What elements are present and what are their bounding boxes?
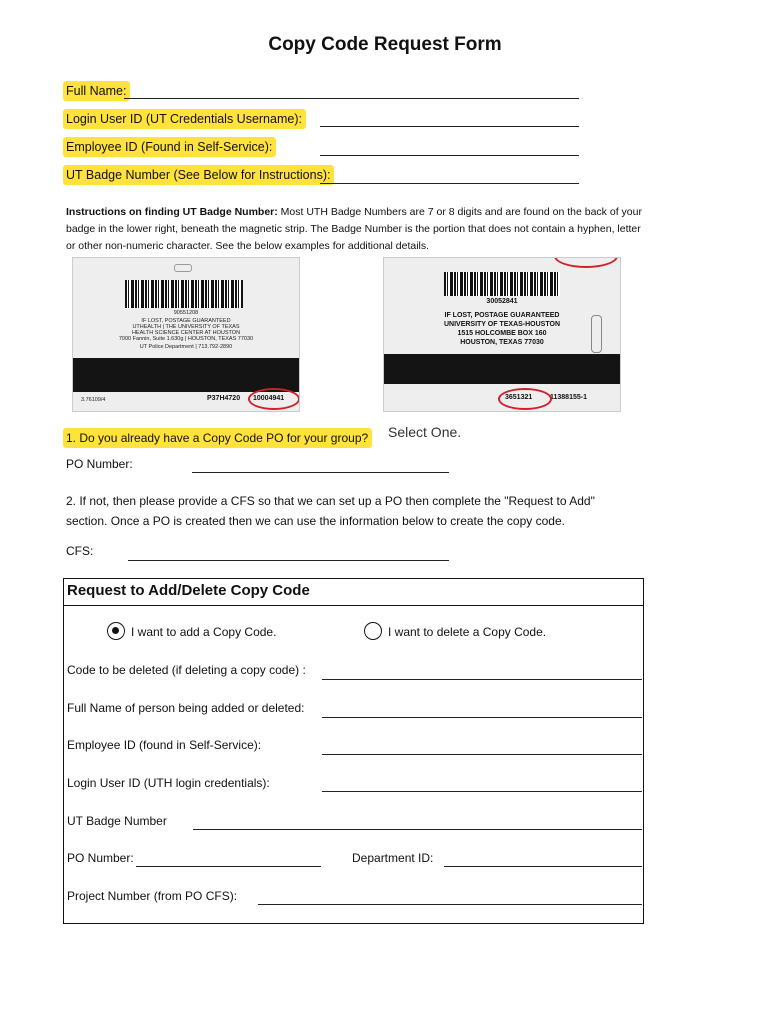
cfs-label: CFS: [66, 544, 94, 558]
badge-number-label: UT Badge Number (See Below for Instructions): [63, 165, 334, 185]
badge-slot [174, 264, 192, 272]
login-id-field-2[interactable] [322, 791, 642, 792]
page-title: Copy Code Request Form [268, 34, 502, 55]
barcode [444, 272, 560, 296]
project-number-label: Project Number (from PO CFS): [67, 889, 238, 903]
card-line: IF LOST, POSTAGE GUARANTEED [444, 312, 560, 319]
code-deleted-field[interactable] [322, 679, 642, 680]
code-deleted-label: Code to be deleted (if deleting a copy code) : [67, 663, 306, 677]
badge-number-field[interactable] [320, 183, 579, 184]
full-name-label: Full Name: [63, 81, 130, 101]
login-user-id-label: Login User ID (UT Credentials Username): [63, 109, 306, 129]
instructions [66, 204, 646, 255]
instructions-heading: Instructions on finding UT Badge Number: [66, 206, 278, 218]
badge-slot [591, 315, 602, 353]
full-name-field[interactable] [124, 98, 579, 99]
po-number-field-2[interactable] [136, 866, 321, 867]
question-1-label: 1. Do you already have a Copy Code PO for your group? [63, 428, 372, 448]
radio-selected-dot [112, 627, 119, 634]
delete-copy-code-label: I want to delete a Copy Code. [388, 625, 547, 639]
highlight-circle [248, 388, 300, 410]
barcode-number: 90551208 [173, 310, 199, 316]
badge-example-1 [72, 257, 300, 412]
badge-number-value: 10004941 [253, 395, 285, 402]
add-copy-code-label: I want to add a Copy Code. [131, 625, 277, 639]
badge-number-value: 3651321 [505, 394, 533, 401]
highlight-circle [498, 388, 552, 410]
po-number-label-2: PO Number: [67, 851, 134, 865]
badge-code-suffix: 11388155-1 [550, 394, 587, 401]
cfs-field[interactable] [128, 560, 449, 561]
po-number-field[interactable] [192, 472, 449, 473]
request-box-heading: Request to Add/Delete Copy Code [64, 579, 643, 606]
question-2-text: section. Once a PO is created then we can use the information below to create the copy code. [66, 514, 565, 528]
card-line: HOUSTON, TEXAS 77030 [460, 339, 544, 346]
login-id-label-2: Login User ID (UTH login credentials): [67, 776, 270, 790]
project-number-field[interactable] [258, 904, 642, 905]
magnetic-strip [73, 358, 299, 392]
card-line: UTHEALTH | THE UNIVERSITY OF TEXAS [132, 324, 240, 330]
question-2-text: 2. If not, then please provide a CFS so that we can set up a PO then complete the "Request to Add" [66, 494, 595, 508]
delete-copy-code-radio[interactable] [364, 622, 382, 640]
select-one-dropdown[interactable]: Select One. [388, 424, 462, 440]
department-id-label: Department ID: [352, 851, 434, 865]
card-line: HEALTH SCIENCE CENTER AT HOUSTON [131, 330, 241, 336]
full-name-person-field[interactable] [322, 717, 642, 718]
employee-id-label: Employee ID (Found in Self-Service): [63, 137, 276, 157]
card-line: 1515 HOLCOMBE BOX 160 [457, 330, 547, 337]
employee-id-field-2[interactable] [322, 754, 642, 755]
request-box [63, 578, 644, 924]
employee-id-field[interactable] [320, 155, 579, 156]
barcode-number: 30052841 [486, 298, 518, 305]
badge-example-2 [383, 257, 621, 412]
ut-badge-field-2[interactable] [193, 829, 642, 830]
card-line: 7000 Fannin, Suite 1.630g | HOUSTON, TEXAS 77030 [118, 336, 254, 342]
barcode [125, 280, 243, 308]
magnetic-strip [384, 354, 620, 384]
badge-code-prefix: P37H4720 [207, 395, 241, 402]
po-number-label: PO Number: [66, 457, 133, 471]
badge-left-code: 3.76109/4 [81, 397, 106, 403]
highlight-circle [554, 257, 618, 268]
ut-badge-label-2: UT Badge Number [67, 814, 167, 828]
instructions-body: Most UTH Badge Numbers are 7 or 8 digits and are found on the back of your badge in the lower right, beneath the magnetic strip. The Badge Number is the portion that does not contain a hyphen, letter or other non-numeric character. See the below examples for additional details. [66, 206, 642, 252]
employee-id-label-2: Employee ID (found in Self-Service): [67, 738, 262, 752]
department-id-field[interactable] [444, 866, 642, 867]
card-line: UNIVERSITY OF TEXAS-HOUSTON [443, 321, 561, 328]
full-name-person-label: Full Name of person being added or deleted: [67, 701, 305, 715]
card-line: UT Police Department | 713.792-2890 [139, 344, 233, 350]
card-line: IF LOST, POSTAGE GUARANTEED [141, 318, 231, 324]
add-copy-code-radio[interactable] [107, 622, 125, 640]
login-user-id-field[interactable] [320, 126, 579, 127]
